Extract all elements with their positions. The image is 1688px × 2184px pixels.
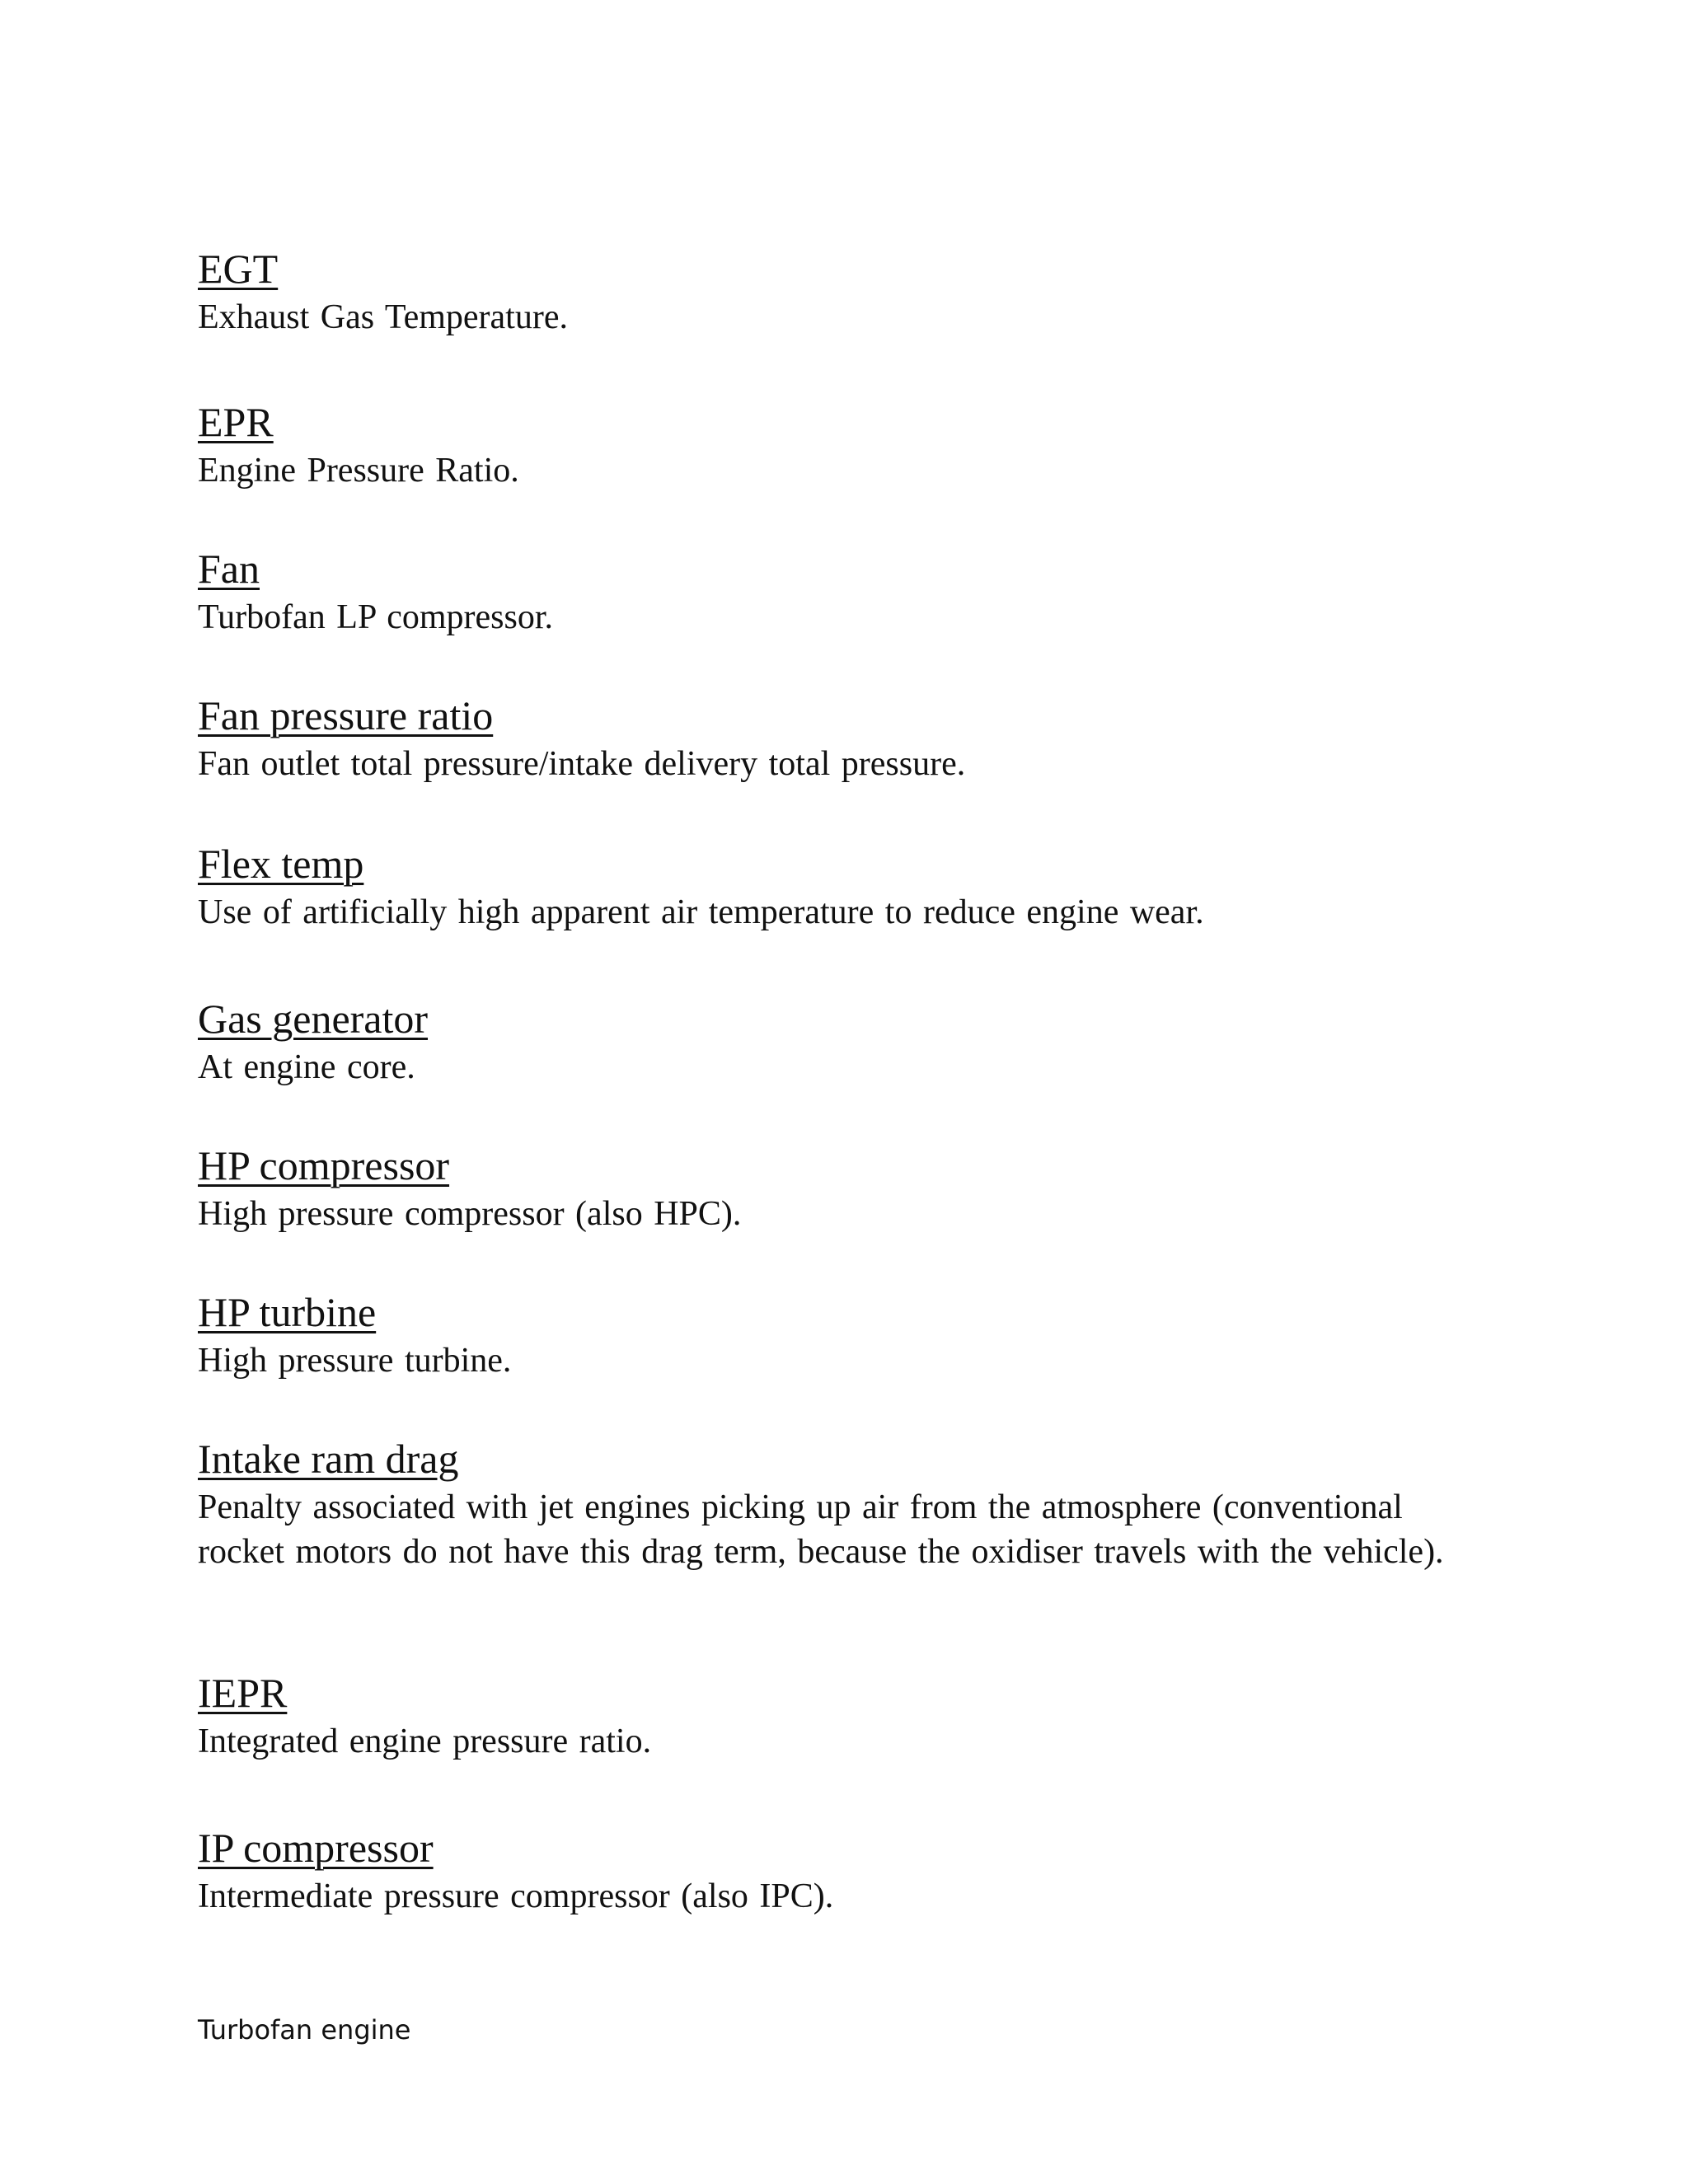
glossary-entry-fan-pressure-ratio — [198, 691, 1484, 786]
glossary-term: IP compressor — [198, 1825, 434, 1871]
glossary-definition: Use of artificially high apparent air temperature to reduce engine wear. — [198, 893, 1204, 931]
glossary-entry-epr — [198, 397, 1484, 493]
glossary-definition: Integrated engine pressure ratio. — [198, 1722, 652, 1760]
glossary-term: Fan — [198, 546, 260, 592]
glossary-entry-flex-temp — [198, 839, 1484, 935]
glossary-entry-fan — [198, 544, 1484, 640]
glossary-definition: Intermediate pressure compressor (also IPC). — [198, 1877, 834, 1915]
page-footer: Turbofan engine — [198, 2014, 411, 2046]
glossary-term: Gas generator — [198, 996, 429, 1042]
glossary-term: HP compressor — [198, 1142, 450, 1188]
glossary-entry-egt — [198, 244, 1484, 340]
glossary-term: Intake ram drag — [198, 1436, 459, 1482]
glossary-definition: Fan outlet total pressure/intake delivery total pressure. — [198, 745, 966, 783]
glossary-definition: Penalty associated with jet engines picking up air from the atmosphere (conventional rocket motors do not have this drag term, because the oxidiser travels with the vehicle). — [198, 1488, 1444, 1571]
glossary-definition: High pressure compressor (also HPC). — [198, 1195, 742, 1233]
glossary-entry-gas-generator — [198, 994, 1484, 1090]
glossary-entry-hp-compressor — [198, 1141, 1484, 1236]
glossary-term: Fan pressure ratio — [198, 692, 494, 738]
glossary-term: EPR — [198, 399, 274, 445]
glossary-term: EGT — [198, 246, 279, 292]
glossary-term: IEPR — [198, 1670, 288, 1716]
glossary-term: HP turbine — [198, 1289, 377, 1335]
glossary-entry-ip-compressor — [198, 1823, 1484, 1919]
glossary-definition: Engine Pressure Ratio. — [198, 452, 519, 490]
glossary-entry-intake-ram-drag — [198, 1434, 1484, 1574]
glossary-definition: Exhaust Gas Temperature. — [198, 298, 568, 336]
glossary-definition: High pressure turbine. — [198, 1342, 512, 1380]
glossary-definition: Turbofan LP compressor. — [198, 598, 554, 636]
glossary-definition: At engine core. — [198, 1048, 415, 1086]
glossary-entry-iepr — [198, 1668, 1484, 1764]
glossary-entry-hp-turbine — [198, 1287, 1484, 1383]
glossary-term: Flex temp — [198, 841, 364, 887]
